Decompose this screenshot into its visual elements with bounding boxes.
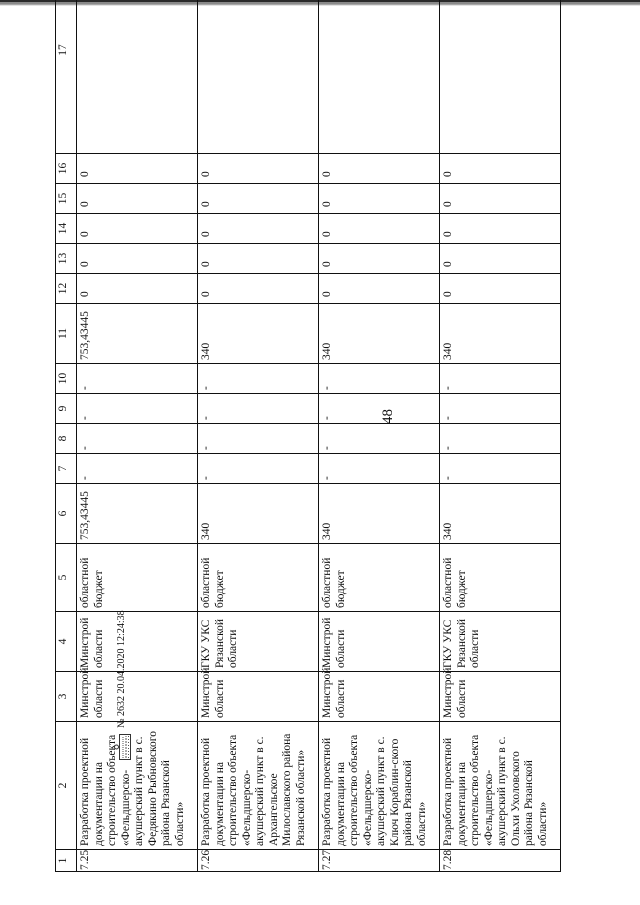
activity-name: Разработка проектной документации на строительство объекта «Фельдшерско-акушерский пункт в с. Ключ Кораблин-ского района Рязанской области» — [319, 722, 440, 850]
year-value: - — [319, 454, 440, 484]
funding-source: областной бюджет — [319, 544, 440, 612]
row-number: 7.26 — [198, 850, 319, 872]
year-value: 0 — [77, 154, 198, 184]
year-value: 0 — [198, 214, 319, 244]
registration-stamp-text: № 2632 20.04.2020 12:24:38 — [116, 610, 127, 728]
header-row — [56, 0, 77, 872]
year-value: 0 — [198, 244, 319, 274]
table-row — [440, 0, 561, 872]
total-amount: 340 — [319, 484, 440, 544]
expected-result — [440, 0, 561, 154]
column-header: 17 — [56, 0, 77, 154]
activity-name: Разработка проектной документации на строительство объекта «Фельдшерско-акушерский пункт в с. Архангельское Милославского района Рязанской области» — [198, 722, 319, 850]
column-header: 9 — [56, 394, 77, 424]
year-value: - — [198, 394, 319, 424]
year-value: 0 — [77, 184, 198, 214]
column-header: 8 — [56, 424, 77, 454]
column-header: 6 — [56, 484, 77, 544]
year-value: 0 — [198, 274, 319, 304]
row-number: 7.28 — [440, 850, 561, 872]
column-header: 11 — [56, 304, 77, 364]
year-value: 0 — [198, 184, 319, 214]
funding-source: областной бюджет — [77, 544, 198, 612]
column-header: 7 — [56, 454, 77, 484]
total-amount: 340 — [440, 484, 561, 544]
total-amount: 753,43445 — [77, 484, 198, 544]
year-value: - — [77, 394, 198, 424]
column-header: 10 — [56, 364, 77, 394]
year-value: 0 — [440, 154, 561, 184]
column-header: 5 — [56, 544, 77, 612]
year-value: - — [319, 364, 440, 394]
year-value: - — [440, 394, 561, 424]
page-number: 48 — [380, 409, 396, 424]
year-value: - — [440, 424, 561, 454]
year-value: - — [319, 424, 440, 454]
year-value: - — [440, 454, 561, 484]
year-value: 0 — [440, 274, 561, 304]
year-value: - — [198, 364, 319, 394]
main-recipient: ГКУ УКС Рязанской области — [440, 612, 561, 672]
year-value: 340 — [440, 304, 561, 364]
expected-result — [77, 0, 198, 154]
year-value: 0 — [319, 274, 440, 304]
row-number: 7.25 — [77, 850, 198, 872]
column-header: 16 — [56, 154, 77, 184]
year-value: - — [77, 424, 198, 454]
year-value: 340 — [319, 304, 440, 364]
year-value: 753,43445 — [77, 304, 198, 364]
year-value: 0 — [319, 154, 440, 184]
expected-result — [198, 0, 319, 154]
column-header: 13 — [56, 244, 77, 274]
year-value: 0 — [77, 214, 198, 244]
column-header: 3 — [56, 672, 77, 722]
year-value: - — [77, 364, 198, 394]
responsible-executor: Минстрой области — [440, 672, 561, 722]
year-value: 0 — [77, 274, 198, 304]
funding-source: областной бюджет — [440, 544, 561, 612]
year-value: 0 — [440, 184, 561, 214]
year-value: 0 — [319, 184, 440, 214]
activity-name: Разработка проектной документации на строительство объекта «Фельдшерско-акушерский пункт в с. Ольхи Ухоловского района Рязанской области» — [440, 722, 561, 850]
year-value: - — [198, 454, 319, 484]
column-header: 14 — [56, 214, 77, 244]
year-value: 0 — [77, 244, 198, 274]
year-value: 0 — [319, 214, 440, 244]
main-recipient: ГКУ УКС Рязанской области — [198, 612, 319, 672]
year-value: 0 — [319, 244, 440, 274]
year-value: 0 — [440, 214, 561, 244]
year-value: 340 — [198, 304, 319, 364]
expected-result — [319, 0, 440, 154]
year-value: - — [319, 394, 440, 424]
responsible-executor: Минстрой области — [198, 672, 319, 722]
funding-source: областной бюджет — [198, 544, 319, 612]
column-header: 15 — [56, 184, 77, 214]
electronic-document-stamp-icon — [114, 734, 131, 760]
year-value: - — [198, 424, 319, 454]
table-row — [198, 0, 319, 872]
table-row — [77, 0, 198, 872]
responsible-executor: Минстрой области — [319, 672, 440, 722]
main-recipient: Минстрой области — [77, 612, 198, 672]
column-header: 2 — [56, 722, 77, 850]
year-value: - — [77, 454, 198, 484]
main-recipient: Минстрой области — [319, 612, 440, 672]
table-row — [319, 0, 440, 872]
activity-name: Разработка проектной документации на строительство объекта «Фельдшерско-акушерский пункт в с. Федякино Рыбновского района Рязанской области» — [77, 722, 198, 850]
year-value: - — [440, 364, 561, 394]
column-header: 12 — [56, 274, 77, 304]
year-value: 0 — [440, 244, 561, 274]
year-value: 0 — [198, 154, 319, 184]
total-amount: 340 — [198, 484, 319, 544]
column-header: 1 — [56, 850, 77, 872]
column-header: 4 — [56, 612, 77, 672]
responsible-executor: Минстрой области — [77, 672, 198, 722]
document-registration-footer — [112, 610, 134, 760]
row-number: 7.27 — [319, 850, 440, 872]
